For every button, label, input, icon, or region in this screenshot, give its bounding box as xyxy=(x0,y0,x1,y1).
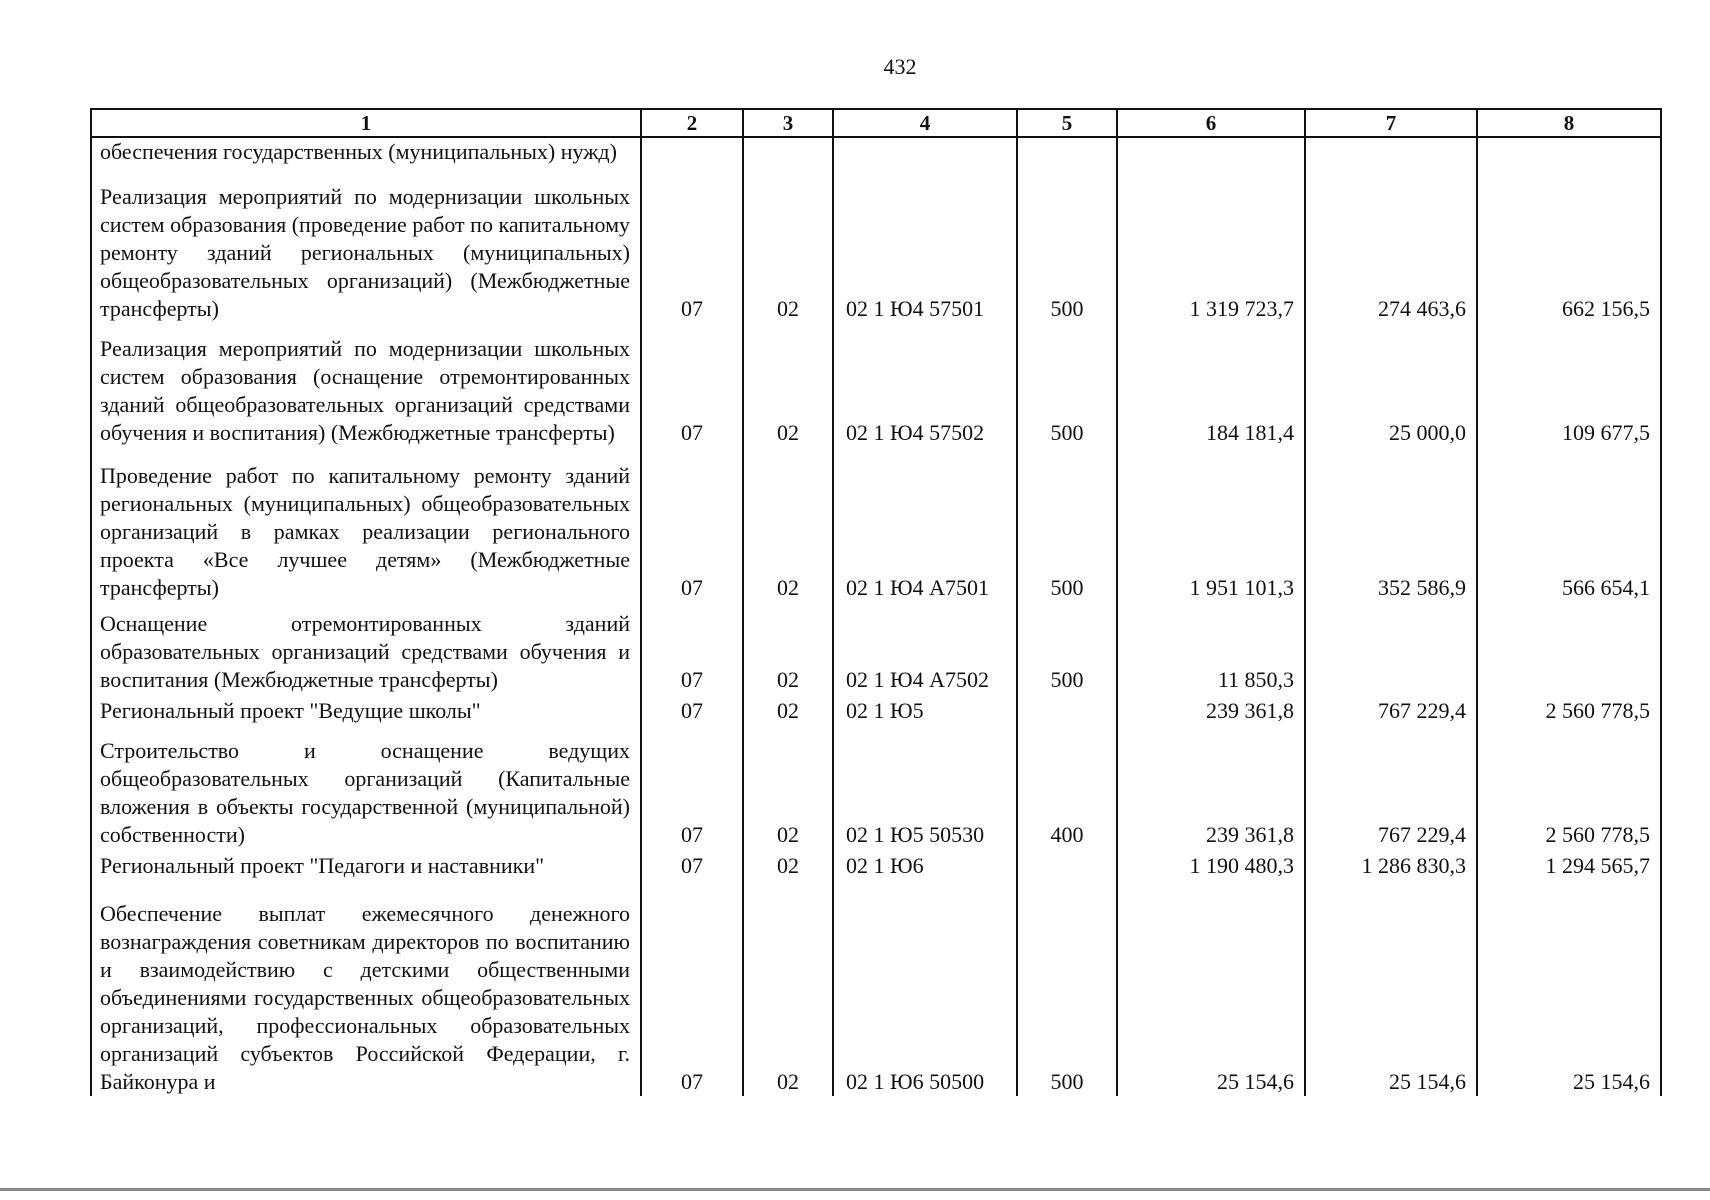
column-header: 5 xyxy=(1017,109,1117,137)
amount-col7: 1 286 830,3 xyxy=(1305,849,1477,880)
table-row xyxy=(91,137,1661,169)
expense-type-code: 500 xyxy=(1017,880,1117,1096)
table-row xyxy=(91,323,1661,447)
amount-col7: 352 586,9 xyxy=(1305,447,1477,601)
column-header: 8 xyxy=(1477,109,1661,137)
section-code: 07 xyxy=(641,447,743,601)
amount-col7 xyxy=(1305,602,1477,695)
amount-col6: 1 190 480,3 xyxy=(1117,849,1305,880)
column-header: 7 xyxy=(1305,109,1477,137)
amount-col8 xyxy=(1477,602,1661,695)
section-code: 07 xyxy=(641,849,743,880)
amount-col8: 2 560 778,5 xyxy=(1477,725,1661,849)
scan-edge-line xyxy=(0,1188,1710,1191)
amount-col6: 1 319 723,7 xyxy=(1117,169,1305,323)
row-description: Проведение работ по капитальному ремонту зданий региональных (муниципальных) общеобразовательных организаций в рамках реализации регионального проекта «Все лучшее детям» (Межбюджетные трансферты) xyxy=(91,447,641,601)
row-description: Обеспечение выплат ежемесячного денежного вознаграждения советникам директоров по воспитанию и взаимодействию с детскими общественными объединениями государственных общеобразовательных организаций, профессиональных образовательных организаций субъектов Российской Федерации, г. Байконура и xyxy=(91,880,641,1096)
amount-col6: 25 154,6 xyxy=(1117,880,1305,1096)
amount-col7: 25 154,6 xyxy=(1305,880,1477,1096)
column-header: 1 xyxy=(91,109,641,137)
expense-type-code: 500 xyxy=(1017,323,1117,447)
expense-type-code: 400 xyxy=(1017,725,1117,849)
amount-col8 xyxy=(1477,137,1661,169)
amount-col7: 25 000,0 xyxy=(1305,323,1477,447)
row-description: Региональный проект "Ведущие школы" xyxy=(91,694,641,725)
expense-type-code: 500 xyxy=(1017,602,1117,695)
amount-col6 xyxy=(1117,137,1305,169)
row-description: обеспечения государственных (муниципальных) нужд) xyxy=(91,137,641,169)
column-header: 2 xyxy=(641,109,743,137)
subsection-code xyxy=(743,137,833,169)
target-article-code: 02 1 Ю4 57502 xyxy=(833,323,1017,447)
target-article-code: 02 1 Ю4 57501 xyxy=(833,169,1017,323)
section-code: 07 xyxy=(641,880,743,1096)
section-code: 07 xyxy=(641,694,743,725)
table-row xyxy=(91,849,1661,880)
amount-col7: 767 229,4 xyxy=(1305,725,1477,849)
subsection-code: 02 xyxy=(743,169,833,323)
table-row xyxy=(91,694,1661,725)
expense-type-code xyxy=(1017,849,1117,880)
expense-type-code: 500 xyxy=(1017,447,1117,601)
amount-col8: 109 677,5 xyxy=(1477,323,1661,447)
subsection-code: 02 xyxy=(743,447,833,601)
target-article-code: 02 1 Ю5 xyxy=(833,694,1017,725)
amount-col6: 1 951 101,3 xyxy=(1117,447,1305,601)
section-code xyxy=(641,137,743,169)
table-row xyxy=(91,725,1661,849)
amount-col6: 11 850,3 xyxy=(1117,602,1305,695)
amount-col8: 566 654,1 xyxy=(1477,447,1661,601)
amount-col7: 274 463,6 xyxy=(1305,169,1477,323)
target-article-code: 02 1 Ю4 А7501 xyxy=(833,447,1017,601)
column-header: 6 xyxy=(1117,109,1305,137)
target-article-code: 02 1 Ю6 50500 xyxy=(833,880,1017,1096)
amount-col7 xyxy=(1305,137,1477,169)
budget-table xyxy=(90,108,1662,1096)
column-header: 3 xyxy=(743,109,833,137)
amount-col6: 239 361,8 xyxy=(1117,694,1305,725)
section-code: 07 xyxy=(641,602,743,695)
amount-col7: 767 229,4 xyxy=(1305,694,1477,725)
row-description: Региональный проект "Педагоги и наставники" xyxy=(91,849,641,880)
amount-col8: 2 560 778,5 xyxy=(1477,694,1661,725)
amount-col6: 239 361,8 xyxy=(1117,725,1305,849)
table-row xyxy=(91,602,1661,695)
row-description: Реализация мероприятий по модернизации школьных систем образования (проведение работ по капитальному ремонту зданий региональных (муниципальных) общеобразовательных организаций) (Межбюджетные трансферты) xyxy=(91,169,641,323)
section-code: 07 xyxy=(641,323,743,447)
table-row xyxy=(91,880,1661,1096)
expense-type-code: 500 xyxy=(1017,169,1117,323)
target-article-code: 02 1 Ю5 50530 xyxy=(833,725,1017,849)
amount-col8: 25 154,6 xyxy=(1477,880,1661,1096)
column-header: 4 xyxy=(833,109,1017,137)
subsection-code: 02 xyxy=(743,849,833,880)
row-description: Строительство и оснащение ведущих общеобразовательных организаций (Капитальные вложения в объекты государственной (муниципальной) собственности) xyxy=(91,725,641,849)
target-article-code: 02 1 Ю6 xyxy=(833,849,1017,880)
section-code: 07 xyxy=(641,169,743,323)
subsection-code: 02 xyxy=(743,323,833,447)
expense-type-code xyxy=(1017,137,1117,169)
row-description: Оснащение отремонтированных зданий образовательных организаций средствами обучения и воспитания (Межбюджетные трансферты) xyxy=(91,602,641,695)
subsection-code: 02 xyxy=(743,694,833,725)
subsection-code: 02 xyxy=(743,725,833,849)
amount-col6: 184 181,4 xyxy=(1117,323,1305,447)
subsection-code: 02 xyxy=(743,602,833,695)
page-number: 432 xyxy=(883,54,917,79)
target-article-code: 02 1 Ю4 А7502 xyxy=(833,602,1017,695)
table-row xyxy=(91,169,1661,323)
subsection-code: 02 xyxy=(743,880,833,1096)
target-article-code xyxy=(833,137,1017,169)
row-description: Реализация мероприятий по модернизации школьных систем образования (оснащение отремонтированных зданий общеобразовательных организаций средствами обучения и воспитания) (Межбюджетные трансферты) xyxy=(91,323,641,447)
section-code: 07 xyxy=(641,725,743,849)
table-header-row xyxy=(91,109,1661,137)
amount-col8: 1 294 565,7 xyxy=(1477,849,1661,880)
expense-type-code xyxy=(1017,694,1117,725)
amount-col8: 662 156,5 xyxy=(1477,169,1661,323)
table-row xyxy=(91,447,1661,601)
